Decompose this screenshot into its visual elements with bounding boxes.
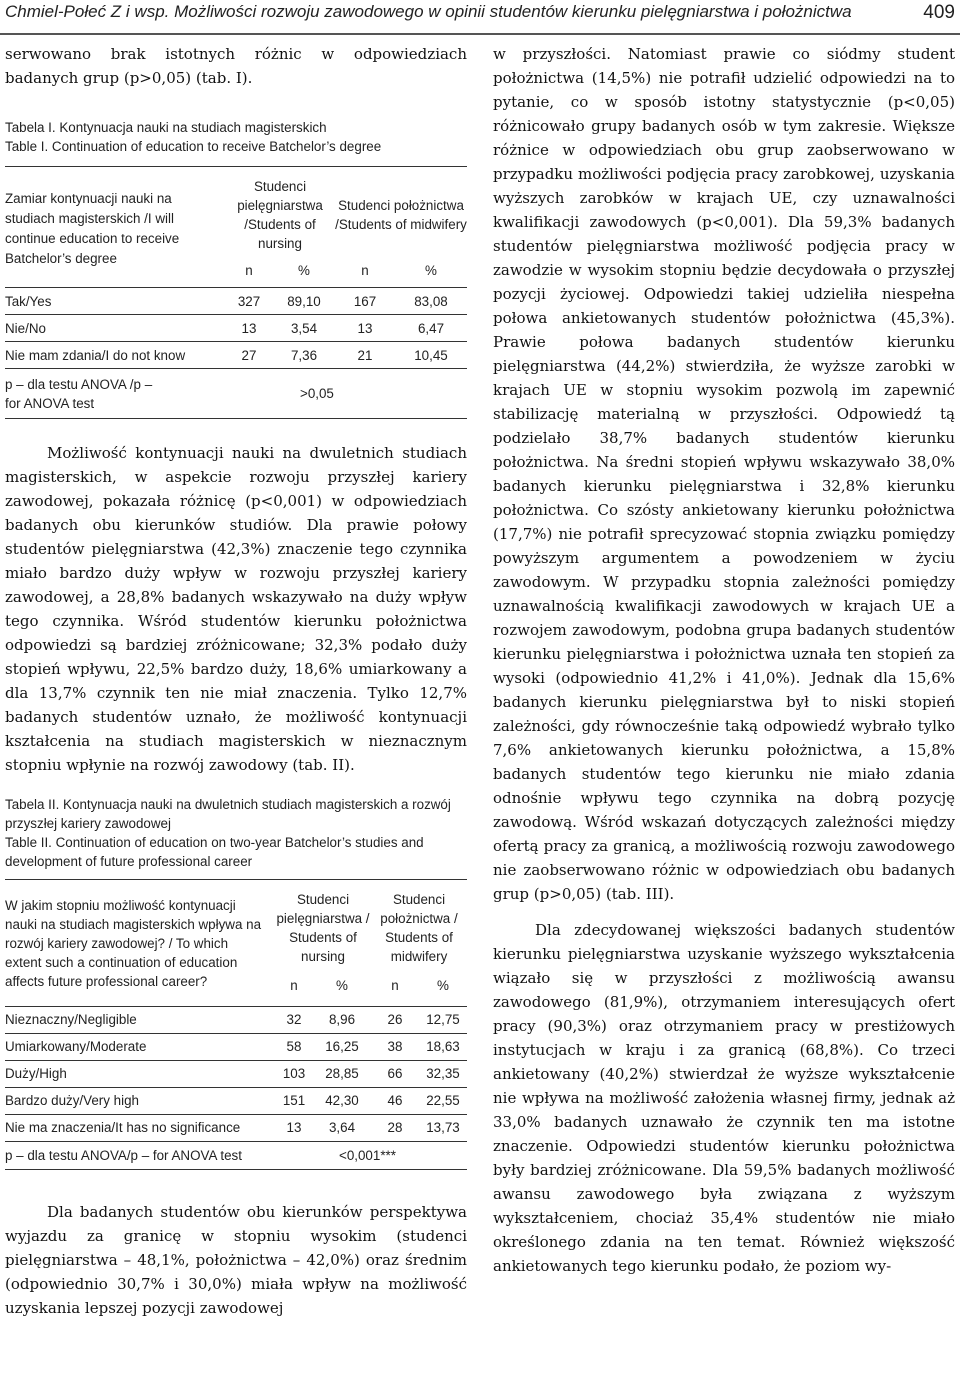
cell: 12,75 (426, 1012, 460, 1027)
table1-caption-pl: Tabela I. Kontynuacja nauki na studiach magisterskich (5, 120, 327, 135)
cell: 38 (387, 1039, 403, 1054)
right-column (493, 42, 955, 1278)
cell: 13,73 (426, 1120, 460, 1135)
table2-subheader-n: n (290, 978, 298, 994)
table-row (5, 288, 467, 315)
table-row (5, 1060, 467, 1087)
table1-subheader-pct: % (298, 262, 310, 278)
table2-subheader-n: n (391, 978, 399, 994)
cell: 7,36 (290, 347, 318, 363)
page-number: 409 (923, 2, 955, 23)
table2-group-midwifery: Studenci położnictwa / Students of midwifery (380, 892, 458, 964)
table1-subheader-n: n (361, 262, 369, 278)
table2-subheader-pct: % (437, 978, 449, 994)
table1-caption-en: Table I. Continuation of education to receive Batchelor’s degree (5, 139, 382, 154)
cell: 66 (387, 1066, 403, 1081)
test-label: p – dla testu ANOVA/p – for ANOVA test (5, 1147, 242, 1163)
paragraph: Możliwość kontynuacji nauki na dwuletnich studiach magisterskich, w aspekcie rozwoju przyszłej kariery zawodowej, pokazała różnicę (p<0,001) w odpowiedziach badanych obu kierunków studiów. Dla prawie połowy studentów pielęgniarstwa (42,3%) znaczenie tego czynnika miało bardzo duży wpływ w rozwoju przyszłej kariery zawodowej, a 28,8% badanych wskazywało na duży wpływ tego czynnika. Wśród studentów kierunku położnictwa odpowiedzi są bardziej zróżnicowane; 32,3% podało duży stopień wpływu, 22,5% bardzo duży, 18,6% umiarkowany a dla 13,7% czynnik ten nie miał znaczenia. Tylko 12,7% badanych studentów uznało, że możliwość kontynuacji kształcenia na studiach magisterskich w nieznacznym stopniu wpłynie na rozwój zawodowy (tab. II). (5, 444, 467, 774)
cell: 3,64 (328, 1120, 356, 1135)
table1-group-midwifery: Studenci położnictwa /Students of midwifery (335, 198, 467, 233)
table-row (5, 1006, 467, 1033)
table-footer-row (5, 1141, 467, 1169)
cell: 32 (286, 1012, 302, 1027)
table2-subheader-pct: % (336, 978, 348, 994)
table2-group-nursing: Studenci pielęgniarstwa / Students of nursing (276, 892, 370, 964)
table2-caption-en: Table II. Continuation of education on two-year Batchelor’s studies and development of future professional career (5, 835, 424, 869)
table1-header-label: Zamiar kontynuacji nauki na studiach magisterskich /I will continue education to receive Batchelor’s degree (5, 191, 180, 266)
cell: 89,10 (287, 293, 321, 309)
cell: 16,25 (325, 1039, 359, 1054)
cell: 167 (353, 293, 377, 309)
cell: 151 (282, 1093, 306, 1108)
cell: 13 (286, 1120, 302, 1135)
table2-header-label: W jakim stopniu możliwość kontynuacji nauki na studiach magisterskich wpływa na rozwój kariery zawodowej? / To which extent such a continuation of education affects future professional career? (5, 898, 262, 990)
table1 (5, 166, 467, 419)
row-label: Nie mam zdania/I do not know (5, 347, 186, 363)
paragraph: w przyszłości. Natomiast prawie co siódmy student położnictwa (14,5%) nie potrafił udzielić odpowiedzi na to pytanie, co w sposób istotny statystycznie (p<0,05) różnicowało grupy badanych osób w tym zakresie. Większe różnice w odpowiedziach obu grup zaobserwowano w przypadku możliwości podjęcia pracy zarobkowej, uzyskania wyższych zarobków w krajach UE, czy uznawalności kwalifikacji zawodowych (p<0,001). Dla 59,3% badanych studentów pielęgniarstwa możliwość podjęcia pracy w zawodzie w wysokim stopniu będzie decydowała o przyszłej pozycji życiowej. Odpowiedzi takiej udzieliła niespełna połowa ankietowanych studentów położnictwa (45,3%). Prawie połowa badanych studentów kierunku pielęgniarstwa (44,2%) stwierdziła, że wyższe zarobki w krajach UE w stopniu wysokim pozwolą im zapewnić stabilizację materialną w przyszłości. Odpowiedź tą podzielało 38,7% badanych studentów kierunku położnictwa. Na średni stopień wpływu wskazywało 38,0% badanych kierunku pielęgniarstwa i 32,8% kierunku położnictwa. Co szósty ankietowany kierunku położnictwa (17,7%) nie potrafił sprecyzować stopnia związku pomiędzy powyższym argumentem a powodzeniem w życiu zawodowym. W przypadku stopnia zależności pomiędzy uznawalnością kwalifikacji zawodowych w krajach UE a rozwojem zawodowym, podobna grupa badanych studentów kierunku pielęgniarstwa i położnictwa uznała ten stopień za wysoki (odpowiednio 41,2% i 41,0%). Jednak dla 15,6% badanych kierunku pielęgniarstwa był to niski stopień zależności, gdy równocześnie taką odpowiedź wybrało tylko 7,6% ankietowanych kierunku położnictwa, a 15,8% badanych studentów tego kierunku nie miało zdania odnośnie wpływu tego czynnika na dobrą pozycję zawodową. Wśród wskazań dotyczących zależności między ofertą pracy za granicą, a możliwością rozwoju zawodowego nie zaobserwowano różnic w odpowiedziach obu badanych grup (p>0,05) (tab. III). (493, 45, 955, 903)
cell: 327 (237, 293, 261, 309)
running-head (5, 2, 955, 28)
paragraph: Dla zdecydowanej większości badanych studentów kierunku pielęgniarstwa uzyskanie wyższego wykształcenia wiązało się w przyszłości z możliwością awansu zawodowego (81,9%), otrzymaniem interesujących ofert pracy (90,3%) oraz otrzymaniem pracy w prestiżowych instytucjach w kraju i za granicą (68,8%). Co trzeci ankietowany (40,2%) stwierdzał że wyższe wykształcenie nie wpływa na możliwość założenia własnej firmy, jednak aż 33,0% badanych uznawało że czynnik ten ma istotne znaczenie. Odpowiedzi studentów kierunku położnictwa były bardziej zróżnicowane. Dla 59,5% badanych możliwość awansu zawodowego była związana z wyższym wykształceniem, chociaż 35,4% studentów nie miało określonego zdania na ten temat. Również większość ankietowanych tego kierunku podało, że poziom wy- (493, 921, 955, 1275)
row-label: Nie/No (5, 320, 46, 336)
cell: 8,96 (328, 1012, 356, 1027)
cell: 26 (387, 1012, 403, 1027)
row-label: Duży/High (5, 1066, 67, 1081)
table-row (5, 315, 467, 342)
paragraph: serwowano brak istotnych różnic w odpowiedziach badanych grup (p>0,05) (tab. I). (5, 45, 467, 87)
cell: 22,55 (426, 1093, 460, 1108)
running-head-title: Chmiel-Połeć Z i wsp. Możliwości rozwoju zawodowego w opinii studentów kierunku pielęgniarstwa i położnictwa (5, 2, 852, 21)
table-footer-row (5, 369, 467, 419)
table-row (5, 1033, 467, 1060)
cell: 18,63 (426, 1039, 460, 1054)
cell: 58 (286, 1039, 302, 1054)
table-row (5, 1114, 467, 1141)
row-label: Umiarkowany/Moderate (5, 1039, 147, 1054)
row-label: Bardzo duży/Very high (5, 1093, 139, 1108)
table2-caption-pl: Tabela II. Kontynuacja nauki na dwuletnich studiach magisterskich a rozwój przyszłej kariery zawodowej (5, 797, 451, 831)
p-value: >0,05 (300, 386, 334, 401)
cell: 28,85 (325, 1066, 359, 1081)
cell: 10,45 (414, 347, 448, 363)
table-row (5, 1087, 467, 1114)
paragraph: Dla badanych studentów obu kierunków perspektywa wyjazdu za granicę w stopniu wysokim (studenci pielęgniarstwa – 48,1%, położnictwa – 42,0%) oraz średnim (odpowiednio 30,7% i 30,0%) miała wpływ na możliwość uzyskania lepszej pozycji zawodowej (5, 1202, 467, 1317)
cell: 46 (387, 1093, 403, 1108)
table2-caption (5, 795, 467, 871)
table-row (5, 342, 467, 369)
header-rule (0, 33, 960, 35)
cell: 3,54 (290, 320, 318, 336)
cell: 21 (357, 347, 373, 363)
cell: 28 (387, 1120, 403, 1135)
cell: 103 (282, 1066, 306, 1081)
cell: 32,35 (426, 1066, 460, 1081)
cell: 6,47 (417, 320, 445, 336)
cell: 42,30 (325, 1093, 359, 1108)
test-label: p – dla testu ANOVA /p – for ANOVA test (5, 376, 153, 411)
cell: 27 (241, 347, 257, 363)
table1-caption (5, 118, 467, 156)
row-label: Nie ma znaczenia/It has no significance (5, 1120, 241, 1135)
left-column (5, 42, 467, 1320)
table1-group-nursing: Studenci pielęgniarstwa /Students of nursing (237, 179, 323, 252)
cell: 13 (241, 320, 257, 336)
table1-subheader-n: n (245, 262, 253, 278)
table2 (5, 879, 467, 1170)
p-value: <0,001*** (339, 1147, 396, 1163)
row-label: Tak/Yes (5, 293, 52, 309)
table1-subheader-pct: % (425, 262, 437, 278)
cell: 13 (357, 320, 373, 336)
cell: 83,08 (414, 293, 448, 309)
row-label: Nieznaczny/Negligible (5, 1012, 137, 1027)
